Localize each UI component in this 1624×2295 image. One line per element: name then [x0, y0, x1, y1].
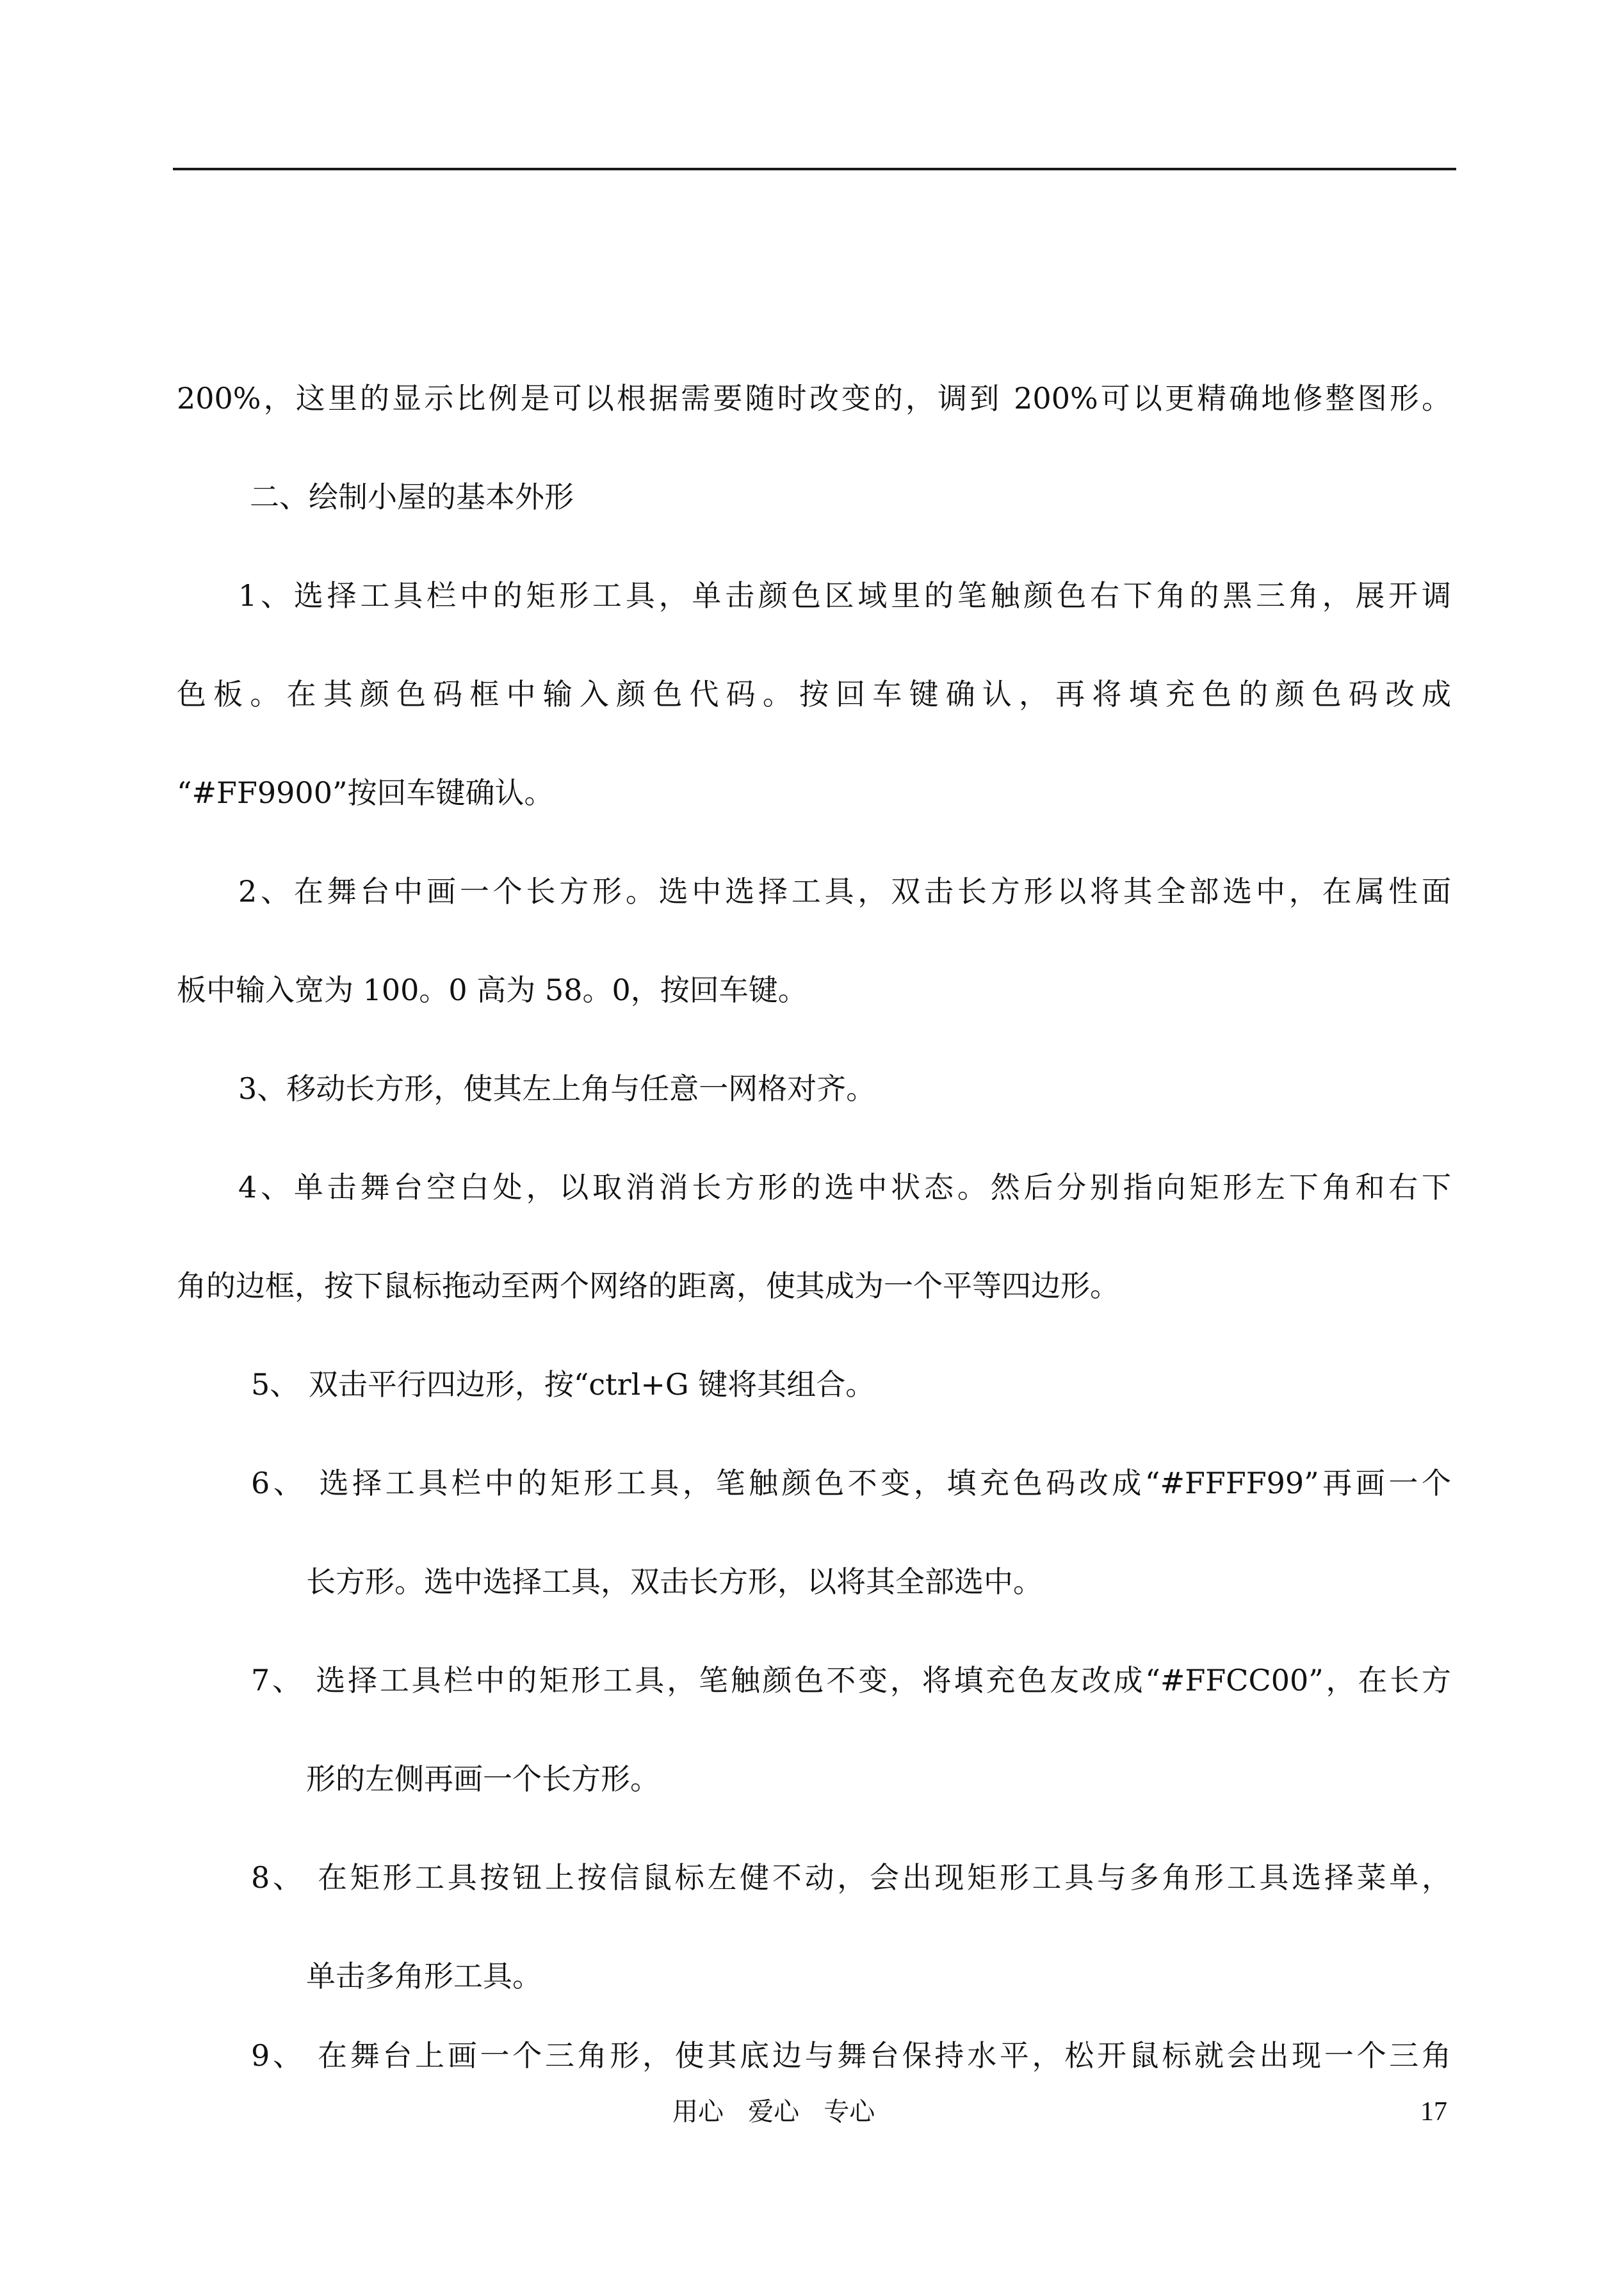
- footer-motto: 用心 爱心 专心: [672, 2097, 875, 2127]
- body-line-1: 200%，这里的显示比例是可以根据需要随时改变的，调到 200%可以更精确地修整图形。: [177, 381, 1451, 416]
- step-6-line-2: 长方形。选中选择工具，双击长方形，以将其全部选中。: [306, 1564, 1043, 1599]
- step-4-line-1: 4、单击舞台空白处，以取消消长方形的选中状态。然后分别指向矩形左下角和右下: [238, 1170, 1451, 1204]
- step-1-line-3: “#FF9900”按回车键确认。: [177, 775, 554, 810]
- step-6-line-1: 6、 选择工具栏中的矩形工具，笔触颜色不变，填充色码改成“#FFFF99”再画一个: [251, 1466, 1451, 1500]
- step-1-line-2: 色板。在其颜色码框中输入颜色代码。按回车键确认，再将填充色的颜色码改成: [177, 677, 1451, 711]
- step-3-line-1: 3、移动长方形，使其左上角与任意一网格对齐。: [238, 1071, 876, 1106]
- step-2-line-1: 2、在舞台中画一个长方形。选中选择工具，双击长方形以将其全部选中，在属性面: [238, 874, 1451, 909]
- step-1-line-1: 1、选择工具栏中的矩形工具，单击颜色区域里的笔触颜色右下角的黑三角，展开调: [238, 578, 1451, 613]
- step-2-line-2: 板中输入宽为 100。0 高为 58。0，按回车键。: [177, 973, 808, 1007]
- step-5-line-1: 5、 双击平行四边形，按“ctrl+G 键将其组合。: [251, 1367, 875, 1402]
- header-rule: [173, 168, 1456, 170]
- step-7-line-1: 7、 选择工具栏中的矩形工具，笔触颜色不变，将填充色友改成“#FFCC00”，在长方: [251, 1663, 1451, 1698]
- section-heading: 二、绘制小屋的基本外形: [250, 480, 574, 514]
- step-8-line-2: 单击多角形工具。: [306, 1959, 542, 1993]
- step-7-line-2: 形的左侧再画一个长方形。: [306, 1762, 660, 1796]
- step-9-line-1: 9、 在舞台上画一个三角形，使其底边与舞台保持水平，松开鼠标就会出现一个三角: [251, 2038, 1451, 2073]
- page-number: 17: [1420, 2097, 1447, 2127]
- step-8-line-1: 8、 在矩形工具按钮上按信鼠标左健不动，会出现矩形工具与多角形工具选择菜单，: [251, 1860, 1451, 1895]
- step-4-line-2: 角的边框，按下鼠标拖动至两个网络的距离，使其成为一个平等四边形。: [177, 1269, 1119, 1303]
